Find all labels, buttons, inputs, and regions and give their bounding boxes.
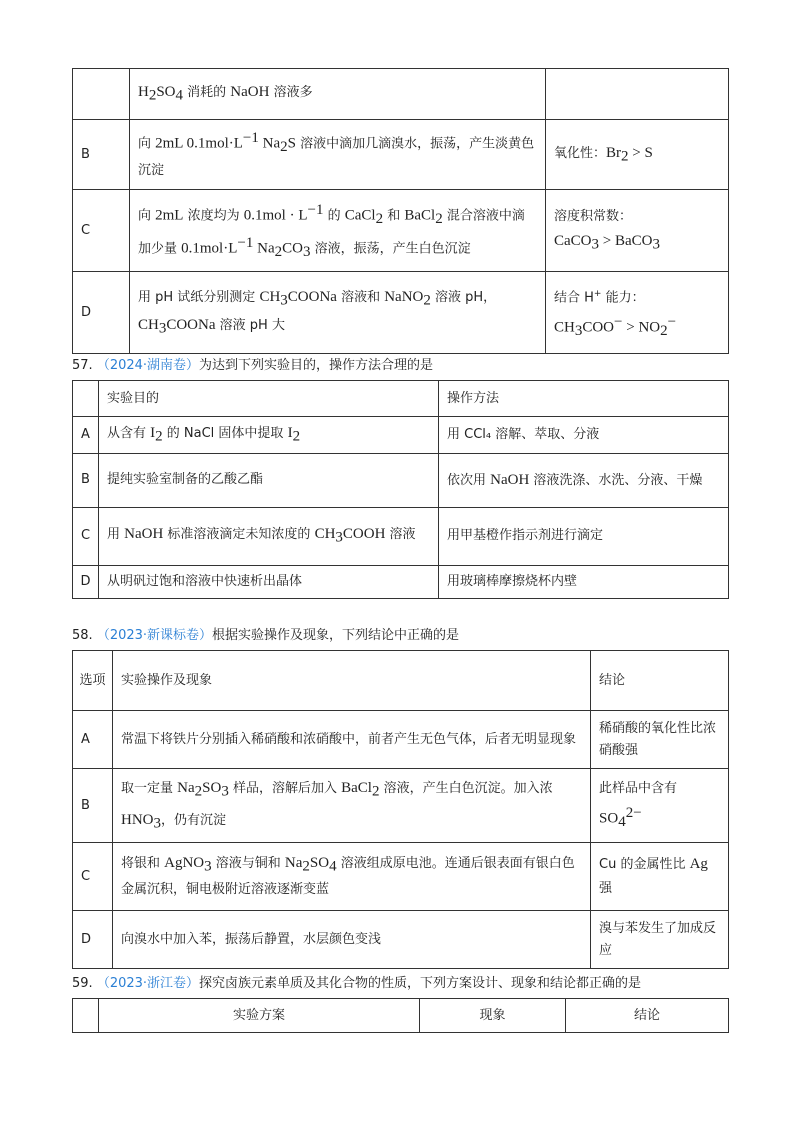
subscript: 4 [618, 813, 626, 830]
formula: 0.1mol · L [243, 206, 308, 223]
option-label: D [73, 565, 99, 598]
table-row [73, 120, 729, 190]
text: 溶液和 [336, 289, 385, 305]
formula: 0.1mol·L [181, 239, 238, 256]
text: 能力： [601, 290, 645, 306]
superscript: −1 [237, 234, 254, 251]
table-q56 [72, 68, 729, 354]
text: 溶液中滴加几滴溴水，振荡，产生淡黄色沉淀 [138, 136, 535, 178]
question-source: （2023·浙江卷） [96, 976, 200, 991]
table-cell [73, 381, 99, 417]
subscript: 3 [652, 236, 660, 253]
text: 的 NaCl 固体中提取 [162, 426, 288, 441]
formula: AgNO [164, 854, 205, 871]
table-cell [591, 769, 729, 843]
text: 溶液，产生白色沉淀。加入浓 [379, 780, 553, 796]
text: 溶液 pH， [430, 289, 497, 305]
table-row [73, 272, 729, 354]
formula: CH [138, 316, 159, 333]
formula: HNO [121, 811, 154, 828]
formula: SO [309, 854, 330, 871]
question-text: 为达到下列实验目的，操作方法合理的是 [199, 358, 434, 373]
subscript: 2 [274, 243, 283, 260]
text: 氧化性： [554, 145, 607, 161]
formula: CH [314, 526, 336, 543]
text: 用 pH 试纸分别测定 [138, 289, 260, 305]
question-59 [72, 975, 641, 993]
table-row [73, 911, 729, 969]
formula: Ag [689, 856, 708, 872]
table-row [73, 507, 729, 565]
subscript: 2 [148, 87, 157, 104]
text: 将银和 [121, 855, 165, 871]
table-cell [99, 417, 439, 454]
subscript: 3 [302, 243, 311, 260]
table-cell [546, 120, 729, 190]
formula: NaNO [384, 288, 424, 305]
option-label: D [73, 911, 113, 969]
option-label: C [73, 843, 113, 911]
table-row [73, 69, 729, 120]
formula: S [287, 135, 296, 152]
question-58 [72, 627, 459, 645]
text: 向 [138, 136, 156, 152]
text: 强 [599, 881, 613, 896]
superscript: − [614, 314, 623, 331]
formula: COONa [166, 316, 216, 333]
formula: CH [259, 288, 281, 305]
table-cell: 稀硝酸的氧化性比浓硝酸强 [591, 711, 729, 769]
option-label: B [73, 453, 99, 507]
superscript: + [593, 288, 602, 299]
table-cell [546, 69, 729, 120]
formula: NaOH [124, 526, 164, 543]
column-header: 结论 [566, 999, 729, 1033]
question-text: 根据实验操作及现象，下列结论中正确的是 [212, 628, 460, 643]
formula: COONa [287, 288, 337, 305]
formula: SO [202, 779, 222, 796]
table-cell [99, 507, 439, 565]
column-header: 现象 [420, 999, 566, 1033]
formula: NaOH [490, 471, 530, 488]
question-source: （2023·新课标卷） [96, 628, 213, 643]
text: 选项 [79, 672, 106, 688]
table-row [73, 769, 729, 843]
table-cell [130, 272, 546, 354]
superscript: −1 [242, 130, 259, 147]
formula: NaOH [230, 84, 270, 101]
formula: CaCO [554, 232, 592, 249]
formula: > BaCO [599, 232, 653, 249]
text: 和 [383, 207, 405, 223]
subscript: 3 [280, 292, 288, 309]
formula: BaCl [404, 206, 436, 223]
text: 此样品中含有 [599, 781, 678, 797]
text: 从含有 [107, 426, 151, 441]
subscript: 4 [329, 858, 337, 875]
formula: 2mL [155, 206, 184, 223]
table-q58 [72, 650, 729, 969]
table-row [73, 651, 729, 711]
text: 溶液与铜和 [211, 855, 285, 871]
formula: Br [606, 144, 622, 161]
table-row [73, 999, 729, 1033]
subscript: 3 [158, 320, 167, 337]
formula: SO [599, 810, 619, 827]
subscript: 2 [621, 148, 629, 165]
text: 依次用 [447, 472, 491, 488]
column-header [73, 651, 113, 711]
formula: CaCl [344, 206, 376, 223]
text: ，仍有沉淀 [161, 812, 227, 828]
table-cell [546, 272, 729, 354]
question-57 [72, 357, 433, 375]
table-cell: 从明矾过饱和溶液中快速析出晶体 [99, 565, 439, 598]
table-cell: 向溴水中加入苯，振荡后静置，水层颜色变浅 [113, 911, 591, 969]
table-cell [113, 769, 591, 843]
table-cell: 用 CCl₄ 溶解、萃取、分液 [439, 417, 729, 454]
table-row [73, 453, 729, 507]
superscript: 2− [625, 805, 642, 822]
formula: Na [253, 239, 275, 256]
subscript: 2 [155, 428, 163, 445]
formula: Na [177, 779, 195, 796]
table-q57 [72, 380, 729, 599]
subscript: 2 [371, 783, 380, 800]
table-row [73, 565, 729, 598]
table-row [73, 711, 729, 769]
formula: > NO [622, 319, 661, 336]
table-cell: 溴与苯发生了加成反应 [591, 911, 729, 969]
formula: SO [156, 84, 176, 101]
subscript: 3 [591, 236, 599, 253]
table-cell: 用玻璃棒摩擦烧杯内壁 [439, 565, 729, 598]
text: 溶液 pH 大 [215, 317, 285, 333]
table-q59 [72, 998, 729, 1033]
column-header: 操作方法 [439, 381, 729, 417]
question-source: （2024·湖南卷） [96, 358, 200, 373]
formula-line [554, 310, 720, 343]
superscript: − [667, 314, 677, 331]
table-cell [591, 843, 729, 911]
column-header: 实验操作及现象 [113, 651, 591, 711]
text: 向 [138, 207, 156, 223]
question-number: 57. [72, 358, 93, 373]
text: 溶液，振荡，产生白色沉淀 [310, 240, 471, 256]
text: Cu 的金属性比 [599, 857, 690, 872]
formula-line [554, 229, 720, 257]
option-label: A [73, 417, 99, 454]
subscript: 4 [175, 87, 184, 104]
table-cell [130, 190, 546, 272]
option-label: D [73, 272, 130, 354]
column-header: 结论 [591, 651, 729, 711]
formula: COOH [342, 526, 386, 543]
option-label: B [73, 120, 130, 190]
text: 溶液洗涤、水洗、分液、干燥 [529, 472, 703, 488]
table-cell [439, 453, 729, 507]
subscript: 3 [574, 323, 583, 340]
formula: CO [282, 239, 303, 256]
formula: CH [554, 319, 575, 336]
text: 混合溶液中滴加少量 [138, 207, 525, 256]
formula: COO [582, 319, 615, 336]
table-cell: 提纯实验室制备的乙酸乙酯 [99, 453, 439, 507]
table-cell [113, 843, 591, 911]
table-cell [546, 190, 729, 272]
subscript: 2 [292, 428, 301, 445]
subscript: 2 [302, 858, 310, 875]
option-label: A [73, 711, 113, 769]
option-label: B [73, 769, 113, 843]
question-number: 58. [72, 628, 93, 643]
subscript: 2 [435, 210, 443, 227]
subscript: 2 [194, 783, 203, 800]
text: 取一定量 [121, 780, 178, 796]
formula: H [138, 84, 149, 101]
formula: 2mL 0.1mol·L [155, 135, 243, 152]
table-cell [130, 120, 546, 190]
table-row [73, 381, 729, 417]
superscript: −1 [307, 201, 324, 218]
text: 溶液 [385, 527, 416, 543]
subscript: 2 [660, 323, 668, 340]
option-label: C [73, 190, 130, 272]
column-header: 实验方案 [99, 999, 420, 1033]
table-cell: 常温下将铁片分别插入稀硝酸和浓硝酸中，前者产生无色气体，后者无明显现象 [113, 711, 591, 769]
table-cell [73, 69, 130, 120]
text: 标准溶液滴定未知浓度的 [163, 527, 315, 543]
text: 溶度积常数： [554, 208, 633, 224]
table-row [73, 417, 729, 454]
formula: Na [258, 135, 281, 152]
table-cell [130, 69, 546, 120]
text: 浓度均为 [183, 207, 244, 223]
table-cell [73, 999, 99, 1033]
subscript: 3 [153, 815, 161, 832]
text: 溶液组成原电池。连通后银表面有银白色金属沉积，铜电极附近溶液逐渐变蓝 [121, 855, 575, 898]
formula: > S [628, 144, 653, 161]
subscript: 2 [423, 292, 431, 309]
table-row [73, 190, 729, 272]
text: 消耗的 [183, 85, 231, 101]
formula: BaCl [341, 779, 372, 796]
formula: I [287, 425, 293, 441]
subscript: 3 [221, 783, 229, 800]
subscript: 3 [204, 858, 212, 875]
question-number: 59. [72, 976, 93, 991]
option-label: C [73, 507, 99, 565]
text: 结合 H [554, 290, 594, 306]
text: 的 [323, 207, 345, 223]
formula: I [150, 425, 156, 441]
text: 用 [107, 527, 125, 543]
column-header: 实验目的 [99, 381, 439, 417]
formula: Na [284, 854, 303, 871]
subscript: 2 [280, 138, 288, 155]
text: 溶液多 [269, 85, 313, 101]
text: 样品，溶解后加入 [228, 780, 342, 796]
table-cell: 用甲基橙作指示剂进行滴定 [439, 507, 729, 565]
question-text: 探究卤族元素单质及其化合物的性质，下列方案设计、现象和结论都正确的是 [199, 976, 642, 991]
subscript: 3 [335, 529, 343, 546]
table-row [73, 843, 729, 911]
subscript: 2 [375, 210, 384, 227]
